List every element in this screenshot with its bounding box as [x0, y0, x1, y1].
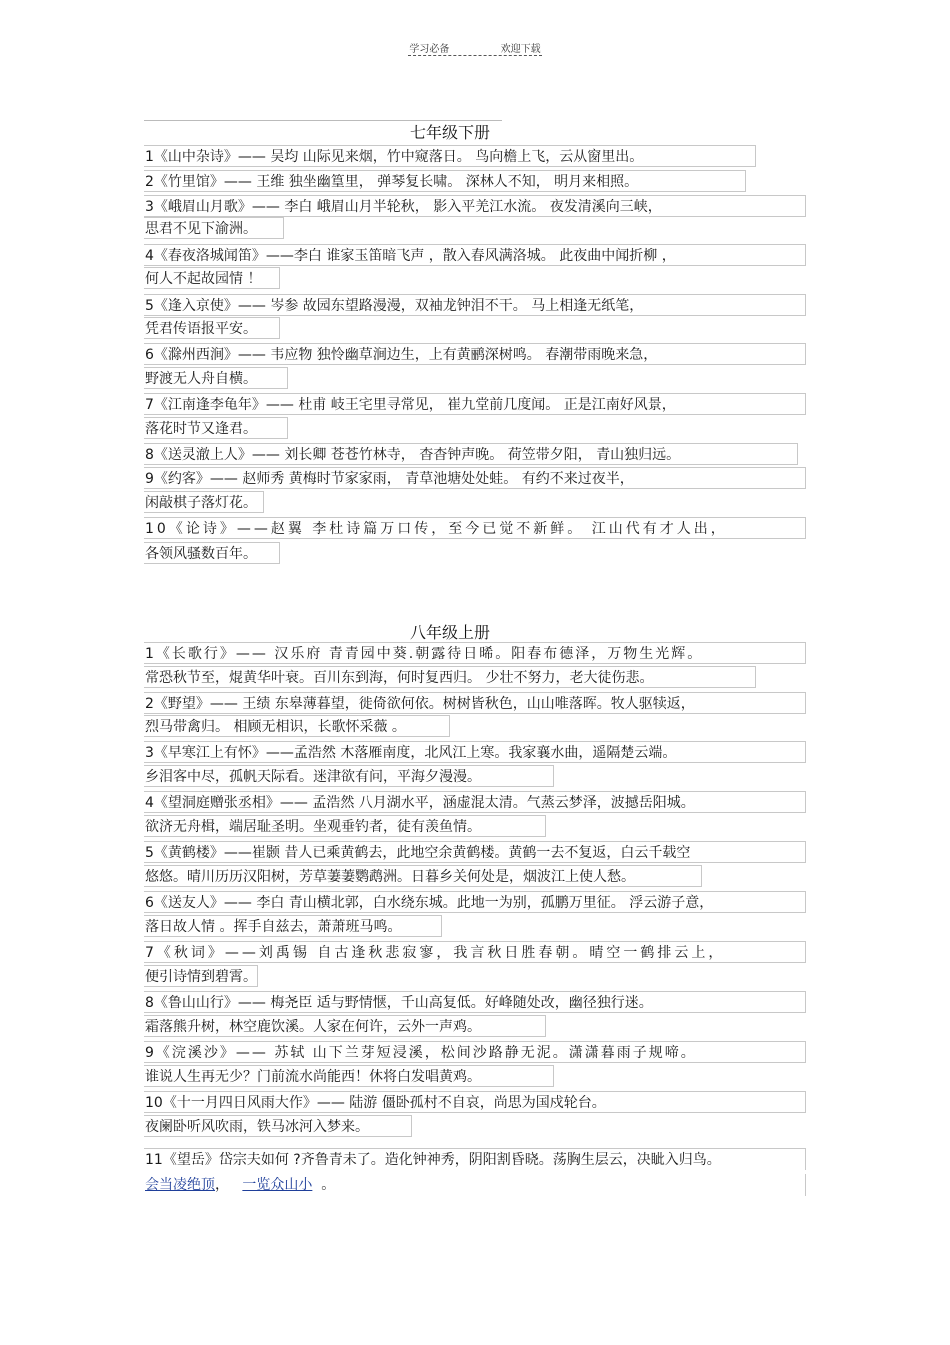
poem-line: 6《送友人》—— 李白 青山横北郭，白水绕东城。此地一为别，孤鹏万里征。 浮云游子意，	[144, 891, 806, 913]
highlight-phrase-1: 会当凌绝顶	[145, 1177, 215, 1193]
poem-line: 8《送灵澈上人》—— 刘长卿 苍苍竹林寺， 杳杳钟声晚。 荷笠带夕阳， 青山独归远。	[144, 443, 798, 465]
poem-line: 7《秋词》——刘禹锡 自古逢秋悲寂寥，我言秋日胜春朝。晴空一鹤排云上，	[144, 941, 806, 963]
poem-line: 便引诗情到碧霄。	[144, 965, 258, 987]
punctuation: ，	[215, 1177, 229, 1193]
poem-line: 夜阑卧听风吹雨，铁马冰河入梦来。	[144, 1115, 412, 1137]
poem-line: 烈马带禽归。 相顾无相识，长歌怀采薇 。	[144, 715, 450, 737]
poem-line: 悠悠。晴川历历汉阳树，芳草萋萋鹦鹉洲。日暮乡关何处是，烟波江上使人愁。	[144, 865, 702, 887]
poem-line: 各领风骚数百年。	[144, 542, 280, 564]
header-left: 学习必备	[409, 44, 450, 55]
poem-line: 谁说人生再无少？门前流水尚能西！休将白发唱黄鸡。	[144, 1065, 554, 1087]
header-dashed-line	[408, 55, 542, 56]
poem-line: 思君不见下渝洲。	[144, 217, 284, 239]
header-right: 欢迎下载	[500, 44, 541, 55]
poem-line: 凭君传语报平安。	[144, 317, 280, 339]
poem-line: 4《望洞庭赠张丞相》—— 孟浩然 八月湖水平，涵虚混太清。气蒸云梦泽，波撼岳阳城。	[144, 791, 806, 813]
poem-line: 10《十一月四日风雨大作》—— 陆游 僵卧孤村不自哀，尚思为国戍轮台。	[144, 1091, 806, 1113]
poem-line-last	[144, 1174, 806, 1196]
poem-line: 5《黄鹤楼》——崔颢 昔人已乘黄鹤去，此地空余黄鹤楼。黄鹤一去不复返，白云千载空	[144, 841, 806, 863]
poem-line: 7《江南逢李龟年》—— 杜甫 岐王宅里寻常见， 崔九堂前几度闻。 正是江南好风景，	[144, 393, 806, 415]
poem-line: 落日故人情 。挥手自兹去，萧萧班马鸣。	[144, 915, 442, 937]
poem-line: 9《约客》—— 赵师秀 黄梅时节家家雨， 青草池塘处处蛙。 有约不来过夜半，	[144, 467, 806, 489]
poem-line: 3《早寒江上有怀》——孟浩然 木落雁南度，北风江上寒。我家襄水曲，遥隔楚云端。	[144, 741, 806, 763]
poem-line: 9《浣溪沙》—— 苏轼 山下兰芽短浸溪，松间沙路静无泥。潇潇暮雨子规啼。	[144, 1041, 806, 1063]
poem-line: 8《鲁山山行》—— 梅尧臣 适与野情惬，千山高复低。好峰随处改，幽径独行迷。	[144, 991, 806, 1013]
poem-line: 2《竹里馆》—— 王维 独坐幽篁里， 弹琴复长啸。 深林人不知， 明月来相照。	[144, 170, 746, 192]
punctuation: 。	[321, 1177, 336, 1193]
poem-line: 乡泪客中尽，孤帆天际看。迷津欲有问，平海夕漫漫。	[144, 765, 554, 787]
poem-line: 6《滁州西涧》—— 韦应物 独怜幽草涧边生，上有黄鹂深树鸣。 春潮带雨晚来急，	[144, 343, 806, 365]
section-title-grade8: 八年级上册	[409, 623, 490, 642]
page-header	[0, 40, 950, 55]
section-title-grade7: 七年级下册	[409, 123, 490, 142]
poem-line: 1《长歌行》—— 汉乐府 青青园中葵.朝露待日晞。阳春布德泽，万物生光辉。	[144, 642, 806, 664]
poem-line: 3《峨眉山月歌》—— 李白 峨眉山月半轮秋， 影入平羌江水流。 夜发清溪向三峡，	[144, 195, 806, 217]
poem-line: 霜落熊升树，林空鹿饮溪。人家在何许，云外一声鸡。	[144, 1015, 546, 1037]
highlight-phrase-2: 一览众山小	[242, 1177, 313, 1193]
poem-line: 常恐秋节至，焜黄华叶衰。百川东到海，何时复西归。 少壮不努力，老大徒伤悲。	[144, 666, 756, 688]
poem-line: 2《野望》—— 王绩 东皋薄暮望，徙倚欲何依。树树皆秋色，山山唯落晖。牧人驱犊返，	[144, 692, 806, 714]
poem-line: 野渡无人舟自横。	[144, 367, 288, 389]
poem-line: 落花时节又逢君。	[144, 417, 288, 439]
poem-line: 4《春夜洛城闻笛》——李白 谁家玉笛暗飞声 ，散入春风满洛城。 此夜曲中闻折柳 ，	[144, 244, 806, 266]
poem-line: 何人不起故园情 ！	[144, 267, 280, 289]
poem-line: 闲敲棋子落灯花。	[144, 491, 264, 513]
poem-line: 5《逢入京使》—— 岑参 故园东望路漫漫，双袖龙钟泪不干。 马上相逢无纸笔，	[144, 294, 806, 316]
poem-line: 10《论诗》——赵翼 李杜诗篇万口传，至今已觉不新鲜。 江山代有才人出，	[144, 517, 806, 539]
poem-line: 1《山中杂诗》—— 吴均 山际见来烟，竹中窥落日。 鸟向檐上飞，云从窗里出。	[144, 145, 756, 167]
title-border	[144, 120, 502, 121]
poem-line: 欲济无舟楫，端居耻圣明。坐观垂钓者，徒有羡鱼情。	[144, 815, 546, 837]
poem-line: 11《望岳》岱宗夫如何 ?齐鲁青未了。造化钟神秀，阴阳割昏晓。荡胸生层云，决眦入归鸟。	[144, 1148, 806, 1170]
